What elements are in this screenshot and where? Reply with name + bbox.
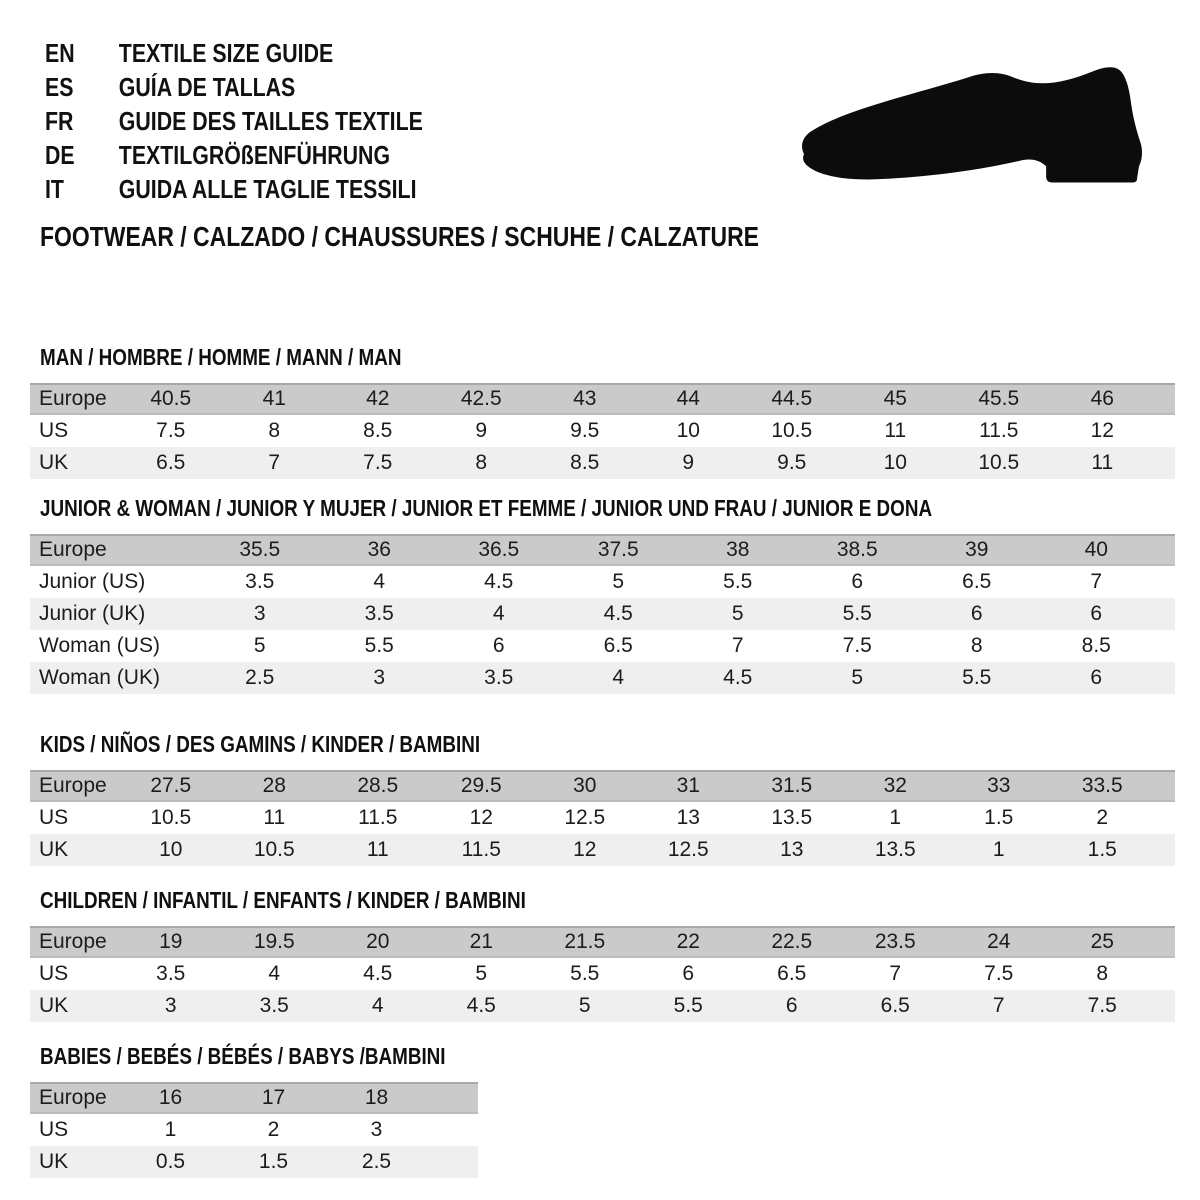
language-code: EN <box>45 38 75 68</box>
size-value: 5.5 <box>673 994 703 1017</box>
size-value: 1 <box>164 1118 177 1141</box>
size-value: 5.5 <box>842 602 872 625</box>
row-label: UK <box>39 1150 69 1173</box>
language-row <box>45 70 423 104</box>
size-value: 44 <box>676 387 700 410</box>
size-value: 5.5 <box>962 666 992 689</box>
size-value: 21.5 <box>564 930 606 953</box>
row-label: US <box>39 1118 69 1141</box>
size-value: 8.5 <box>1081 634 1111 657</box>
section-children <box>0 889 1200 1022</box>
size-value: 35.5 <box>239 538 281 561</box>
section-title-kids: KIDS / NIÑOS / DES GAMINS / KINDER / BAMBINI <box>40 731 481 757</box>
size-value: 11.5 <box>979 419 1019 442</box>
table-row <box>30 383 1175 415</box>
section-man <box>0 346 1200 479</box>
size-value: 11 <box>366 838 389 861</box>
size-value: 7.5 <box>984 962 1014 985</box>
size-value: 5 <box>612 570 625 593</box>
size-value: 19 <box>159 930 183 953</box>
size-value: 19.5 <box>253 930 295 953</box>
size-value: 3 <box>253 602 266 625</box>
size-value: 3.5 <box>245 570 275 593</box>
size-value: 4 <box>371 994 384 1017</box>
size-value: 3 <box>370 1118 383 1141</box>
size-value: 2 <box>267 1118 280 1141</box>
language-code: DE <box>45 140 75 170</box>
row-label: UK <box>39 994 69 1017</box>
size-value: 23.5 <box>874 930 916 953</box>
size-value: 37.5 <box>597 538 639 561</box>
size-value: 33 <box>987 774 1011 797</box>
size-value: 28.5 <box>357 774 399 797</box>
size-value: 4 <box>373 570 386 593</box>
size-value: 31 <box>676 774 700 797</box>
size-value: 41 <box>262 387 286 410</box>
size-value: 12 <box>573 838 597 861</box>
size-value: 11.5 <box>461 838 501 861</box>
size-value: 7.5 <box>1087 994 1117 1017</box>
size-value: 10.5 <box>150 806 192 829</box>
table-row <box>30 958 1175 990</box>
language-code: FR <box>45 106 74 136</box>
table-row <box>30 926 1175 958</box>
size-value: 12 <box>469 806 493 829</box>
language-title: TEXTILGRÖßENFÜHRUNG <box>118 140 391 170</box>
size-value: 39 <box>965 538 989 561</box>
category-heading: FOOTWEAR / CALZADO / CHAUSSURES / SCHUHE / CALZATURE <box>40 221 759 252</box>
row-label: Junior (US) <box>39 570 146 593</box>
size-value: 5 <box>253 634 266 657</box>
size-value: 3 <box>164 994 177 1017</box>
language-row <box>45 104 423 138</box>
size-value: 7.5 <box>156 419 186 442</box>
table-row <box>30 1082 478 1114</box>
size-value: 10 <box>676 419 700 442</box>
size-value: 42.5 <box>460 387 502 410</box>
table-row <box>30 802 1175 834</box>
size-value: 4 <box>492 602 505 625</box>
size-value: 6 <box>785 994 798 1017</box>
table-row <box>30 770 1175 802</box>
row-label: Europe <box>39 930 107 953</box>
language-code: ES <box>45 72 74 102</box>
row-label: UK <box>39 838 69 861</box>
size-value: 5.5 <box>723 570 753 593</box>
size-value: 4.5 <box>466 994 496 1017</box>
table-row <box>30 1146 478 1178</box>
size-value: 20 <box>366 930 390 953</box>
size-value: 8.5 <box>363 419 393 442</box>
language-row <box>45 138 423 172</box>
size-value: 4.5 <box>484 570 514 593</box>
row-label: Junior (UK) <box>39 602 146 625</box>
row-label: Woman (UK) <box>39 666 160 689</box>
size-value: 1.5 <box>258 1150 289 1173</box>
size-value: 1.5 <box>1087 838 1117 861</box>
size-value: 13 <box>676 806 700 829</box>
size-value: 10.5 <box>771 419 813 442</box>
size-value: 7 <box>731 634 744 657</box>
section-title-babies: BABIES / BEBÉS / BÉBÉS / BABYS /BAMBINI <box>40 1043 446 1069</box>
language-title: TEXTILE SIZE GUIDE <box>118 38 334 68</box>
size-value: 7 <box>268 451 281 474</box>
size-value: 16 <box>158 1086 183 1109</box>
size-value: 5 <box>731 602 744 625</box>
table-row <box>30 990 1175 1022</box>
row-label: UK <box>39 451 69 474</box>
size-value: 3.5 <box>259 994 289 1017</box>
size-value: 3.5 <box>364 602 394 625</box>
table-row <box>30 598 1175 630</box>
size-value: 6 <box>1090 666 1103 689</box>
table-row <box>30 566 1175 598</box>
size-value: 7 <box>1090 570 1103 593</box>
language-title: GUIDE DES TAILLES TEXTILE <box>118 106 423 136</box>
size-value: 46 <box>1090 387 1114 410</box>
size-value: 6 <box>970 602 983 625</box>
size-value: 22.5 <box>771 930 813 953</box>
size-value: 6.5 <box>777 962 807 985</box>
size-table-kids <box>30 770 1175 866</box>
size-value: 7.5 <box>363 451 393 474</box>
size-value: 1 <box>992 838 1005 861</box>
section-babies <box>0 1045 1200 1178</box>
size-value: 32 <box>883 774 907 797</box>
size-value: 5 <box>851 666 864 689</box>
size-value: 9.5 <box>570 419 600 442</box>
row-label: Europe <box>39 538 107 561</box>
size-value: 24 <box>987 930 1011 953</box>
size-value: 3.5 <box>156 962 186 985</box>
size-value: 17 <box>261 1086 286 1109</box>
table-row <box>30 630 1175 662</box>
size-value: 4.5 <box>363 962 393 985</box>
section-junior-woman <box>0 497 1200 694</box>
size-table-junior-woman <box>30 534 1175 694</box>
size-value: 10 <box>159 838 183 861</box>
size-value: 3 <box>373 666 386 689</box>
size-table-man <box>30 383 1175 479</box>
size-value: 27.5 <box>150 774 192 797</box>
size-value: 3.5 <box>484 666 514 689</box>
size-value: 40 <box>1084 538 1108 561</box>
size-value: 10.5 <box>978 451 1020 474</box>
size-value: 5.5 <box>570 962 600 985</box>
size-value: 31.5 <box>771 774 813 797</box>
size-value: 5 <box>475 962 488 985</box>
table-row <box>30 1114 478 1146</box>
size-value: 28 <box>262 774 286 797</box>
size-value: 6 <box>851 570 864 593</box>
section-title-children: CHILDREN / INFANTIL / ENFANTS / KINDER / BAMBINI <box>40 887 526 913</box>
size-value: 8 <box>268 419 281 442</box>
size-value: 2.5 <box>245 666 275 689</box>
language-row <box>45 172 423 206</box>
size-value: 1 <box>889 806 902 829</box>
row-label: Europe <box>39 387 107 410</box>
row-label: US <box>39 806 69 829</box>
size-value: 7.5 <box>842 634 872 657</box>
size-value: 33.5 <box>1081 774 1123 797</box>
row-label: Woman (US) <box>39 634 160 657</box>
size-value: 6 <box>492 634 505 657</box>
size-value: 6.5 <box>603 634 633 657</box>
row-label: Europe <box>39 1086 107 1109</box>
section-title-man: MAN / HOMBRE / HOMME / MANN / MAN <box>40 344 402 370</box>
size-value: 11.5 <box>358 806 398 829</box>
size-value: 13 <box>780 838 804 861</box>
section-title-junior-woman: JUNIOR & WOMAN / JUNIOR Y MUJER / JUNIOR ET FEMME / JUNIOR UND FRAU / JUNIOR E DONA <box>40 495 933 521</box>
shoe-icon <box>798 60 1146 194</box>
size-value: 6 <box>682 962 695 985</box>
size-value: 7 <box>889 962 902 985</box>
size-value: 6.5 <box>962 570 992 593</box>
size-value: 13.5 <box>771 806 813 829</box>
size-value: 43 <box>573 387 597 410</box>
size-value: 38.5 <box>836 538 878 561</box>
size-value: 8 <box>970 634 983 657</box>
language-code: IT <box>45 174 64 204</box>
size-value: 10 <box>883 451 907 474</box>
size-value: 29.5 <box>460 774 502 797</box>
size-value: 42 <box>366 387 390 410</box>
table-row <box>30 534 1175 566</box>
size-value: 5.5 <box>364 634 394 657</box>
size-value: 9 <box>475 419 488 442</box>
size-value: 11 <box>263 806 286 829</box>
size-value: 45 <box>883 387 907 410</box>
language-title-list <box>45 36 506 206</box>
size-value: 11 <box>1091 451 1114 474</box>
row-label: US <box>39 419 69 442</box>
size-value: 6.5 <box>880 994 910 1017</box>
size-value: 45.5 <box>978 387 1020 410</box>
row-label: US <box>39 962 69 985</box>
size-value: 8.5 <box>570 451 600 474</box>
size-value: 13.5 <box>874 838 916 861</box>
size-value: 9 <box>682 451 695 474</box>
size-value: 8 <box>475 451 488 474</box>
size-value: 22 <box>676 930 700 953</box>
size-value: 6.5 <box>156 451 186 474</box>
size-value: 4 <box>268 962 281 985</box>
size-value: 2 <box>1096 806 1109 829</box>
row-label: Europe <box>39 774 107 797</box>
size-value: 40.5 <box>150 387 192 410</box>
size-value: 12.5 <box>667 838 709 861</box>
size-value: 18 <box>364 1086 389 1109</box>
size-value: 4.5 <box>603 602 633 625</box>
language-row <box>45 36 423 70</box>
table-row <box>30 415 1175 447</box>
size-table-children <box>30 926 1175 1022</box>
size-value: 0.5 <box>155 1150 186 1173</box>
size-value: 4 <box>612 666 625 689</box>
size-value: 8 <box>1096 962 1109 985</box>
size-value: 30 <box>573 774 597 797</box>
size-value: 25 <box>1090 930 1114 953</box>
size-table-babies <box>30 1082 478 1178</box>
size-value: 6 <box>1090 602 1103 625</box>
size-value: 36 <box>367 538 391 561</box>
language-title: GUÍA DE TALLAS <box>118 72 296 102</box>
size-value: 9.5 <box>777 451 807 474</box>
size-value: 11 <box>884 419 907 442</box>
table-row <box>30 662 1175 694</box>
size-value: 2.5 <box>361 1150 392 1173</box>
size-value: 21 <box>469 930 493 953</box>
section-kids <box>0 733 1200 866</box>
size-value: 36.5 <box>478 538 520 561</box>
size-value: 7 <box>992 994 1005 1017</box>
size-value: 38 <box>726 538 750 561</box>
table-row <box>30 834 1175 866</box>
table-row <box>30 447 1175 479</box>
language-title: GUIDA ALLE TAGLIE TESSILI <box>118 174 417 204</box>
size-value: 44.5 <box>771 387 813 410</box>
size-value: 10.5 <box>253 838 295 861</box>
size-value: 5 <box>578 994 591 1017</box>
size-value: 4.5 <box>723 666 753 689</box>
size-value: 1.5 <box>984 806 1014 829</box>
size-value: 12.5 <box>564 806 606 829</box>
size-value: 12 <box>1090 419 1114 442</box>
